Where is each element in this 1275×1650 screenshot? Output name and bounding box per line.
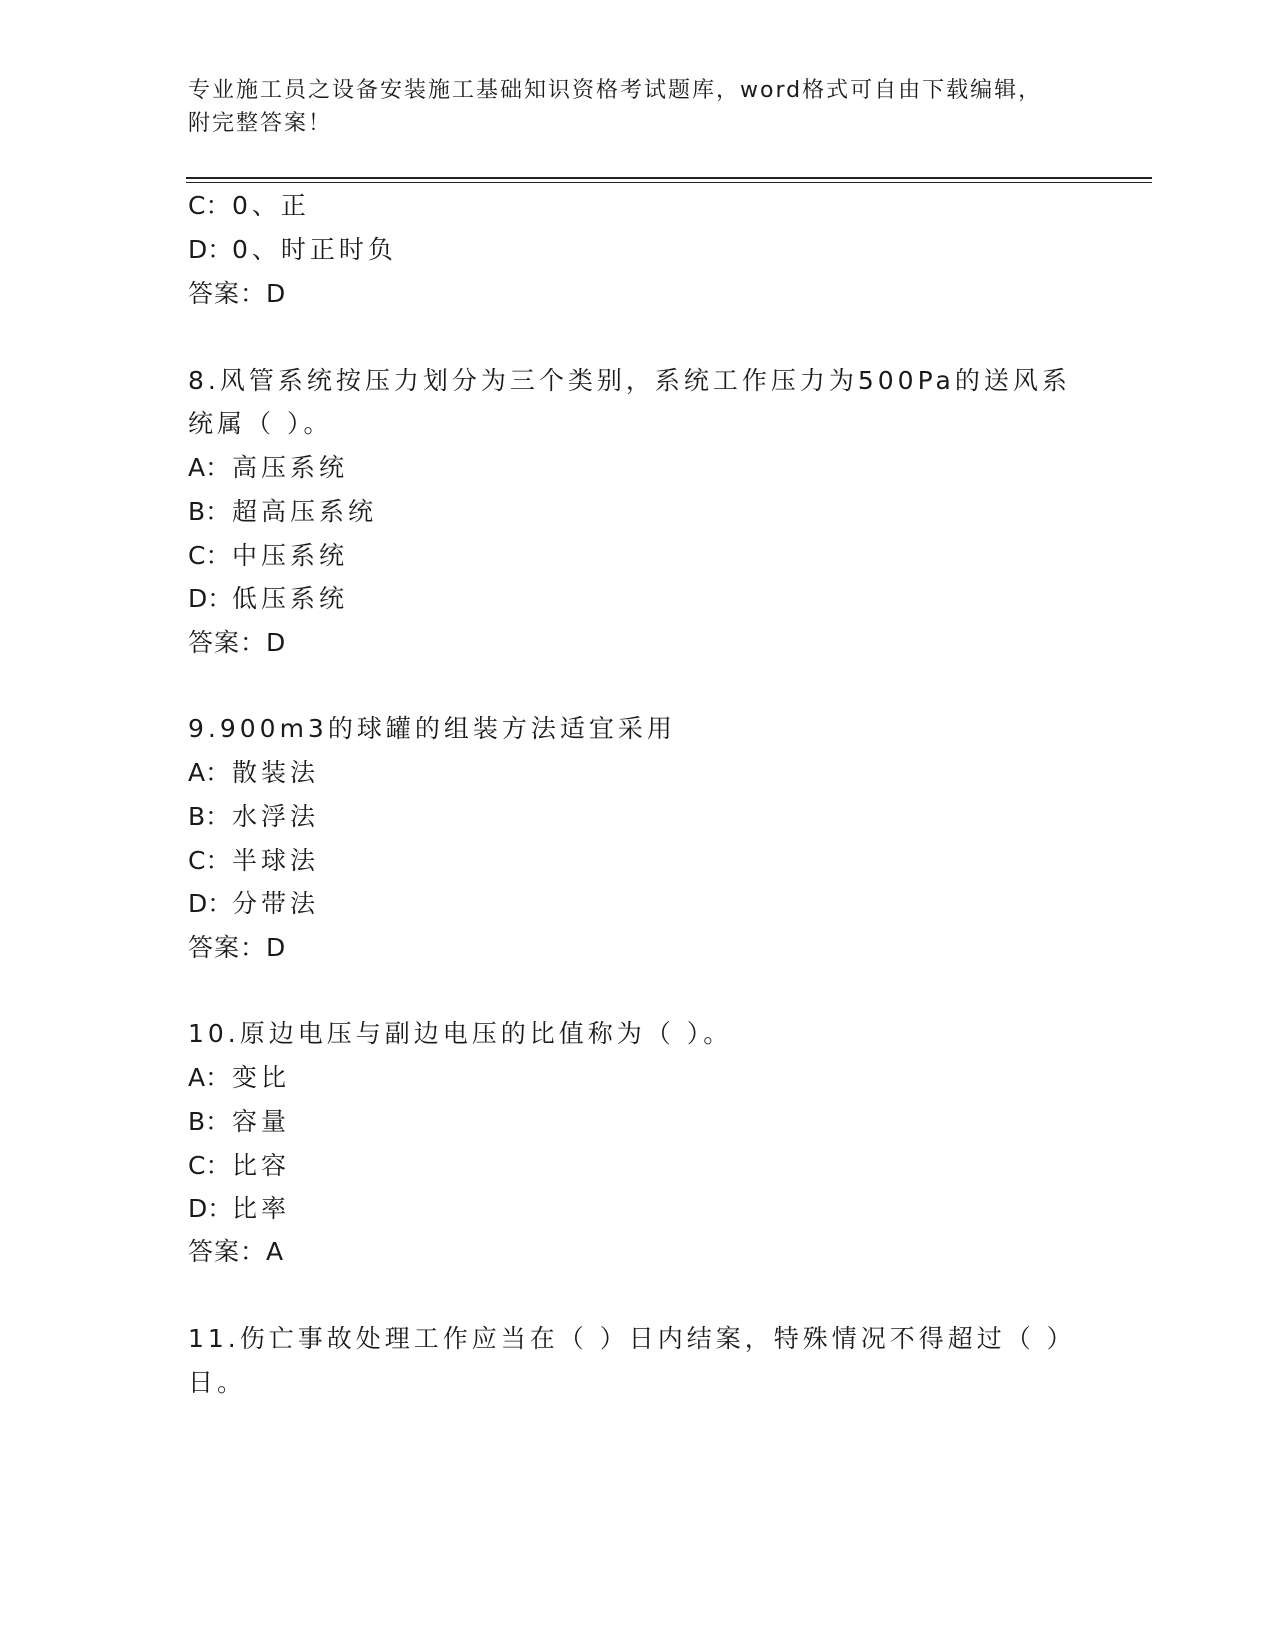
option-text: 比率: [232, 1194, 291, 1223]
option-label: C：: [188, 1151, 231, 1180]
q8-option-c: [188, 540, 348, 572]
q7-option-d: [188, 234, 397, 266]
q8-option-d: [188, 583, 348, 615]
option-text: 水浮法: [232, 802, 320, 831]
option-text: 分带法: [232, 889, 320, 918]
q10-answer: 答案：A: [188, 1237, 285, 1266]
option-label: C：: [188, 541, 231, 570]
option-label: D：: [188, 1194, 233, 1223]
q8-option-a: [188, 452, 348, 484]
q9-stem-line-1: 9.900m3的球罐的组装方法适宜采用: [188, 714, 676, 743]
option-text: 中压系统: [232, 541, 349, 570]
q9-option-b: [188, 801, 319, 833]
q8-answer: 答案：D: [188, 628, 287, 657]
q10-stem-line-1: 10.原边电压与副边电压的比值称为（ ）。: [188, 1019, 733, 1048]
option-label: B：: [188, 1107, 231, 1136]
q9-answer: 答案：D: [188, 933, 287, 962]
q11-stem-line-2: 日。: [188, 1368, 247, 1397]
option-text: 半球法: [232, 846, 320, 875]
header-divider: [186, 177, 1152, 179]
option-text: 容量: [232, 1107, 291, 1136]
option-text: 散装法: [232, 758, 320, 787]
option-label: A：: [188, 758, 231, 787]
option-text: 高压系统: [232, 453, 349, 482]
q8-stem-line-2: 统属（ ）。: [188, 409, 333, 438]
option-label: D：: [188, 584, 233, 613]
q8-stem-line-1: 8.风管系统按压力划分为三个类别，系统工作压力为500Pa的送风系: [188, 366, 1071, 395]
q11-stem-line-1: 11.伤亡事故处理工作应当在（ ）日内结案，特殊情况不得超过（ ）: [188, 1324, 1076, 1353]
header-divider-thin: [186, 182, 1152, 183]
document-header: [188, 74, 1058, 140]
option-label: A：: [188, 1063, 231, 1092]
option-label: B：: [188, 802, 231, 831]
q7-answer: 答案：D: [188, 279, 287, 308]
option-text: 比容: [232, 1151, 291, 1180]
option-label: A：: [188, 453, 231, 482]
option-text: 变比: [232, 1063, 291, 1092]
q7-option-c: [188, 190, 310, 222]
q10-option-c: [188, 1150, 290, 1182]
q10-option-d: [188, 1193, 290, 1225]
q10-option-a: [188, 1062, 290, 1094]
option-label: D：: [188, 889, 233, 918]
q9-option-d: [188, 888, 319, 920]
option-label: C：: [188, 191, 231, 220]
option-text: 0、正: [232, 191, 310, 220]
q9-option-c: [188, 845, 319, 877]
option-text: 超高压系统: [232, 497, 378, 526]
q10-option-b: [188, 1106, 290, 1138]
option-label: C：: [188, 846, 231, 875]
option-label: D：: [188, 235, 233, 264]
option-label: B：: [188, 497, 231, 526]
option-text: 0、时正时负: [232, 235, 397, 264]
q8-option-b: [188, 496, 377, 528]
header-title-line-1: 专业施工员之设备安装施工基础知识资格考试题库，word格式可自由下载编辑，: [188, 78, 1043, 103]
option-text: 低压系统: [232, 584, 349, 613]
q9-option-a: [188, 757, 319, 789]
header-title-line-2: 附完整答案！: [188, 111, 333, 136]
